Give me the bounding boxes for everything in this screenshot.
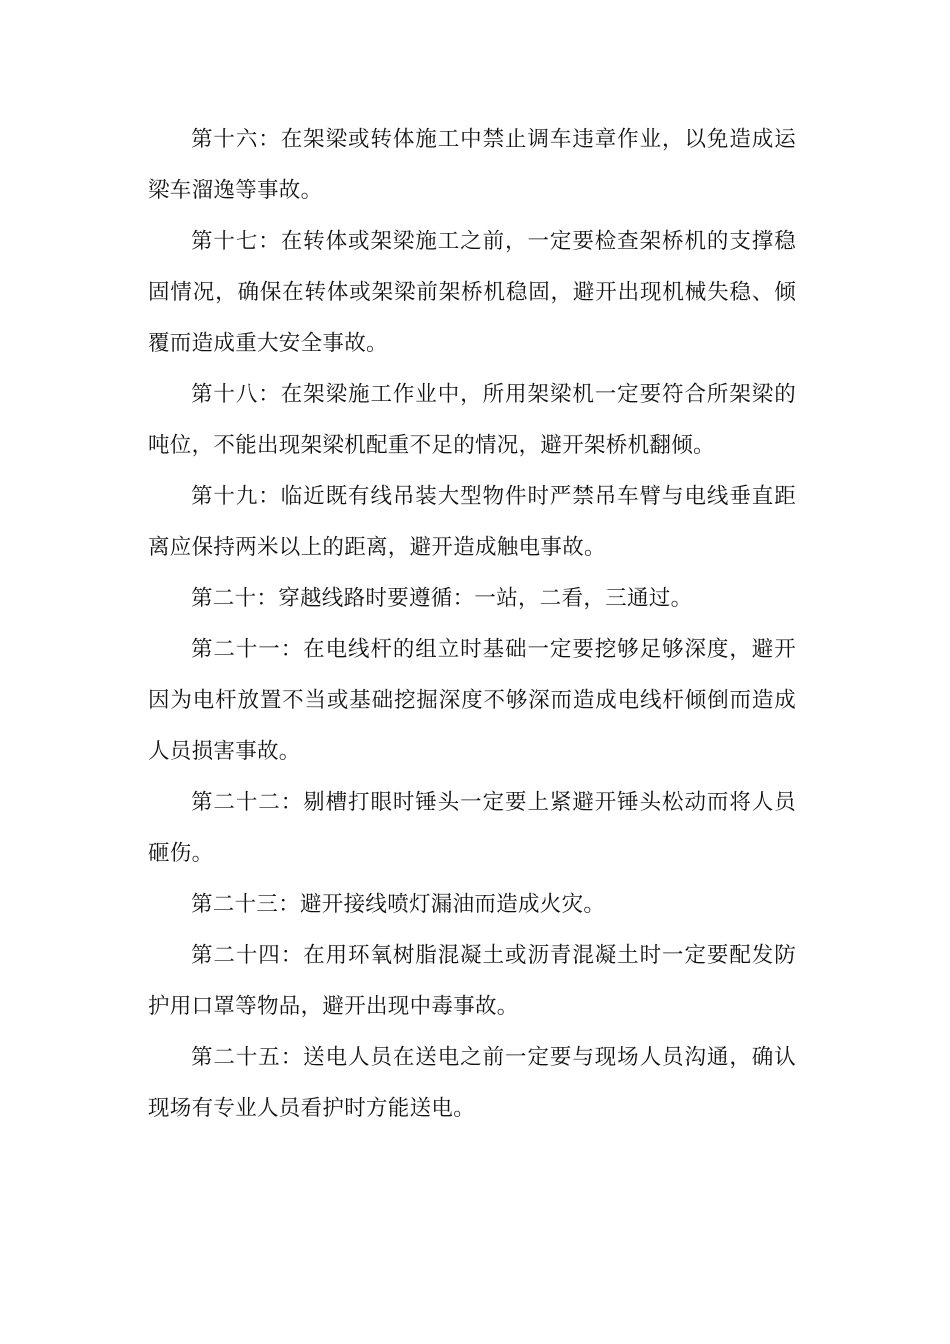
paragraph-23: 第二十三：避开接线喷灯漏油而造成火灾。 <box>191 892 606 917</box>
paragraph-20: 第二十：穿越线路时要遵循：一站，二看，三通过。 <box>191 586 693 611</box>
paragraph-17: 第十七：在转体或架梁施工之前，一定要检查架桥机的支撑稳固情况，确保在转体或架梁前架桥机稳固，避开出现机械失稳、倾覆而造成重大安全事故。 <box>148 229 796 356</box>
paragraph-24: 第二十四：在用环氧树脂混凝土或沥青混凝土时一定要配发防护用口罩等物品，避开出现中毒事故。 <box>148 943 796 1019</box>
paragraph-16: 第十六：在架梁或转体施工中禁止调车违章作业，以免造成运梁车溜逸等事故。 <box>148 127 796 203</box>
paragraph-21: 第二十一：在电线杆的组立时基础一定要挖够足够深度，避开因为电杆放置不当或基础挖掘深度不够深而造成电线杆倾倒而造成人员损害事故。 <box>148 637 796 764</box>
paragraph-18: 第十八：在架梁施工作业中，所用架梁机一定要符合所架梁的吨位，不能出现架梁机配重不足的情况，避开架桥机翻倾。 <box>148 382 796 458</box>
paragraph-25: 第二十五：送电人员在送电之前一定要与现场人员沟通，确认现场有专业人员看护时方能送电。 <box>148 1045 796 1121</box>
document-body <box>148 114 796 1134</box>
paragraph-22: 第二十二：剔槽打眼时锤头一定要上紧避开锤头松动而将人员砸伤。 <box>148 790 796 866</box>
paragraph-19: 第十九：临近既有线吊装大型物件时严禁吊车臂与电线垂直距离应保持两米以上的距离，避开造成触电事故。 <box>148 484 796 560</box>
